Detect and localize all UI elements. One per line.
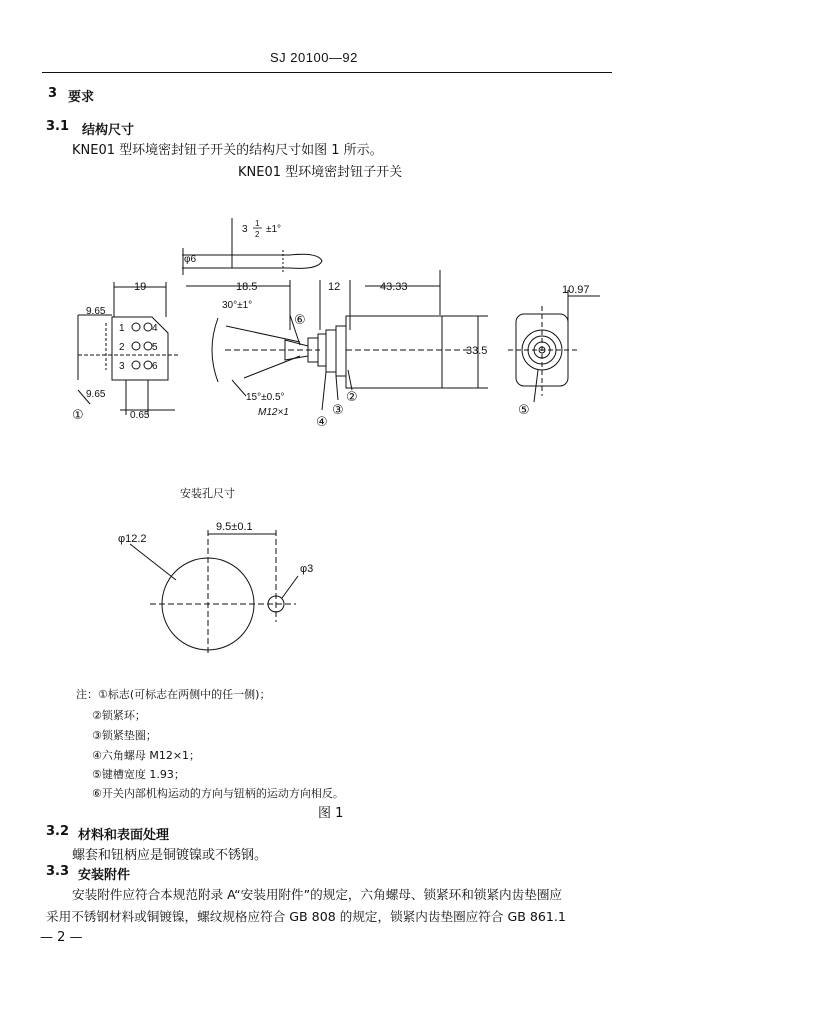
dim-phi12-2: φ12.2	[118, 533, 147, 545]
dim-m12x1: M12×1	[258, 407, 289, 418]
note-item: ④六角螺母 M12×1；	[92, 749, 201, 762]
callout-5: ⑤	[518, 402, 530, 417]
mounting-hole-title: 安装孔尺寸	[180, 487, 235, 500]
switch-dimension-drawing	[0, 200, 640, 440]
pin-label: 4	[152, 323, 158, 334]
section-3-title: 要求	[68, 90, 95, 105]
figure-title: KNE01 型环境密封钮子开关	[238, 165, 403, 180]
note-item: ⑥开关内部机构运动的方向与钮柄的运动方向相反。	[92, 787, 344, 800]
dim-phi3: φ3	[300, 563, 314, 575]
callout-1: ①	[72, 407, 84, 422]
callout-4: ④	[316, 414, 328, 429]
page-number: — 2 —	[40, 930, 83, 945]
pin-label: 2	[119, 342, 125, 353]
note-item: ③锁紧垫圈；	[92, 729, 157, 742]
dim-angle-den: 2	[255, 230, 260, 239]
section-3-1-title: 结构尺寸	[82, 123, 135, 138]
dim-15-deg: 15°±0.5°	[246, 392, 285, 403]
section-3-3-number: 3.3	[46, 864, 70, 879]
section-3-2-title: 材料和表面处理	[78, 828, 170, 843]
dim-angle-whole: 3	[242, 224, 248, 235]
dim-angle-num: 1	[255, 219, 260, 228]
callout-3: ③	[332, 402, 344, 417]
note-item: ①标志(可标志在两侧中的任一侧)；	[98, 688, 271, 701]
standard-code: SJ 20100—92	[270, 50, 358, 65]
section-3-3-title: 安装附件	[78, 868, 131, 883]
dim-9-65-bottom: 9.65	[86, 389, 106, 400]
dim-9-5: 9.5±0.1	[216, 521, 253, 533]
dim-18-5: 18.5	[236, 281, 258, 293]
section-3-1-text: KNE01 型环境密封钮子开关的结构尺寸如图 1 所示。	[72, 143, 383, 158]
section-3-2-number: 3.2	[46, 824, 70, 839]
dim-9-65-top: 9.65	[86, 306, 106, 317]
dim-angle-top: ±1°	[266, 224, 282, 235]
section-3-number: 3	[48, 86, 58, 101]
figure-caption: 图 1	[318, 806, 344, 821]
callout-6: ⑥	[294, 312, 306, 327]
note-item: ②锁紧环；	[92, 709, 146, 722]
dim-33-5: 33.5	[466, 345, 488, 357]
mounting-hole-drawing	[100, 510, 360, 660]
section-3-3-line2: 采用不锈钢材料或铜镀镍，螺纹规格应符合 GB 808 的规定，锁紧内齿垫圈应符合 GB 861.1	[46, 909, 566, 924]
dim-12: 12	[328, 281, 341, 293]
pin-label: 5	[152, 342, 158, 353]
dim-10-97: 10.97	[562, 284, 590, 296]
callout-2: ②	[346, 389, 358, 404]
pin-label: 3	[119, 361, 125, 372]
pin-label: 1	[119, 323, 125, 334]
section-3-1-number: 3.1	[46, 119, 70, 134]
dim-43-33: 43.33	[380, 281, 408, 293]
header-rule	[42, 72, 612, 73]
dim-19: 19	[134, 281, 147, 293]
pin-label: 6	[152, 361, 158, 372]
section-3-3-line1: 安装附件应符合本规范附录 A“安装用附件”的规定，六角螺母、锁紧环和锁紧内齿垫圈应	[72, 887, 563, 902]
dim-30-deg: 30°±1°	[222, 300, 253, 311]
note-item: ⑤键槽宽度 1.93；	[92, 768, 185, 781]
section-3-2-text: 螺套和钮柄应是铜镀镍或不锈钢。	[72, 848, 268, 863]
dim-0-65: 0.65	[130, 410, 150, 421]
notes-prefix: 注：	[76, 688, 98, 701]
dim-phi6: φ6	[184, 254, 197, 265]
